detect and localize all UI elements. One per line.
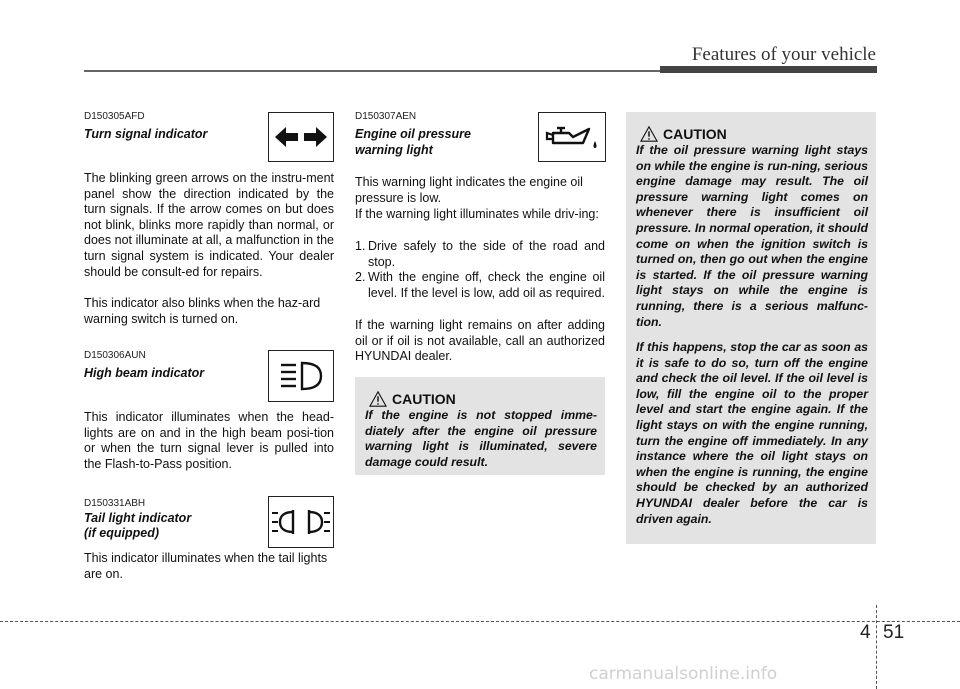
turn-signal-paragraph-1: The blinking green arrows on the instru-ment panel show the direction indicated by the turn signals. If the arrow comes on but does not blink, blinks more rapidly than normal, or does not illuminate at all, a malfunction in the turn signal system is indicated. Your dealer should be consult-ed for repairs.: [84, 171, 334, 279]
caution-title: CAUTION: [663, 126, 727, 142]
caution-paragraph-1: If the oil pressure warning light stays on while the engine is run-ning, serious engine damage may result. The oil pressure warning light comes on whenever there is insufficient oil pressure. In normal operation, it should come on when the ignition switch is turned on, then go out when the engine is started. If the oil pressure warning light stays on while the engine is running, there is a serious malfunc-tion.: [636, 143, 868, 329]
footer-divider: [876, 605, 877, 689]
warning-triangle-icon: [640, 125, 658, 143]
oil-pressure-steps: [355, 239, 605, 301]
heading-turn-signal: Turn signal indicator: [84, 127, 208, 141]
page-number: 51: [883, 622, 905, 643]
section-code-high-beam: D150306AUN: [84, 350, 146, 361]
tail-light-icon: [268, 496, 334, 548]
turn-signal-arrows-icon: [268, 112, 334, 162]
section-code-oil-pressure: D150307AEN: [355, 111, 417, 122]
section-code-tail-light: D150331ABH: [84, 498, 146, 509]
section-code-turn-signal: D150305AFD: [84, 111, 145, 122]
caution-title-row: [640, 124, 727, 144]
list-item: 2. With the engine off, check the engine oil level. If the level is low, add oil as required.: [355, 270, 605, 300]
caution-title-row: [369, 389, 456, 409]
heading-oil-pressure: Engine oil pressure: [355, 127, 472, 141]
high-beam-icon: [268, 350, 334, 402]
caution-paragraph-2: If this happens, stop the car as soon as it is safe to do so, turn off the engine and check the oil level. If the oil level is low, fill the engine oil to the proper level and start the engine again. If the light stays on with the engine running, turn the engine off immediately. In any instance where the oil light stays on when the engine is running, the engine should be checked by an authorized HYUNDAI dealer before the car is driven again.: [636, 340, 868, 526]
caution-body: If the engine is not stopped imme-diately after the engine oil pressure warning light is illuminated, severe damage could result.: [365, 408, 597, 469]
heading-high-beam: High beam indicator: [84, 366, 205, 380]
caution-box-large: [626, 112, 876, 544]
heading-oil-pressure-line2: warning light: [355, 143, 433, 157]
running-header: Features of your vehicle: [691, 44, 876, 65]
turn-signal-paragraph-2: This indicator also blinks when the haz-ard warning switch is turned on.: [84, 296, 321, 326]
caution-box-small: [355, 377, 605, 475]
warning-triangle-icon: [369, 390, 387, 408]
caution-title: CAUTION: [392, 391, 456, 407]
footer-crop-line: [0, 621, 960, 622]
chapter-number: 4: [860, 622, 871, 643]
oil-pressure-paragraph-2: If the warning light illuminates while driv-ing:: [355, 207, 599, 221]
header-accent-bar: [660, 66, 877, 73]
heading-tail-light: Tail light indicator: [84, 511, 192, 525]
oil-pressure-paragraph-3: If the warning light remains on after adding oil or if oil is not available, call an authorized HYUNDAI dealer.: [355, 318, 605, 364]
list-item: 1. Drive safely to the side of the road and stop.: [355, 239, 605, 269]
oil-can-icon: [538, 112, 606, 162]
high-beam-paragraph: This indicator illuminates when the head-lights are on and in the high beam posi-tion or when the turn signal lever is pulled into the Flash-to-Pass position.: [84, 410, 334, 471]
oil-pressure-paragraph-1: This warning light indicates the engine oil pressure is low.: [355, 175, 583, 205]
watermark: carmanualsonline.info: [589, 664, 778, 684]
heading-tail-light-qualifier: (if equipped): [84, 526, 159, 540]
tail-light-paragraph: This indicator illuminates when the tail lights are on.: [84, 551, 328, 581]
